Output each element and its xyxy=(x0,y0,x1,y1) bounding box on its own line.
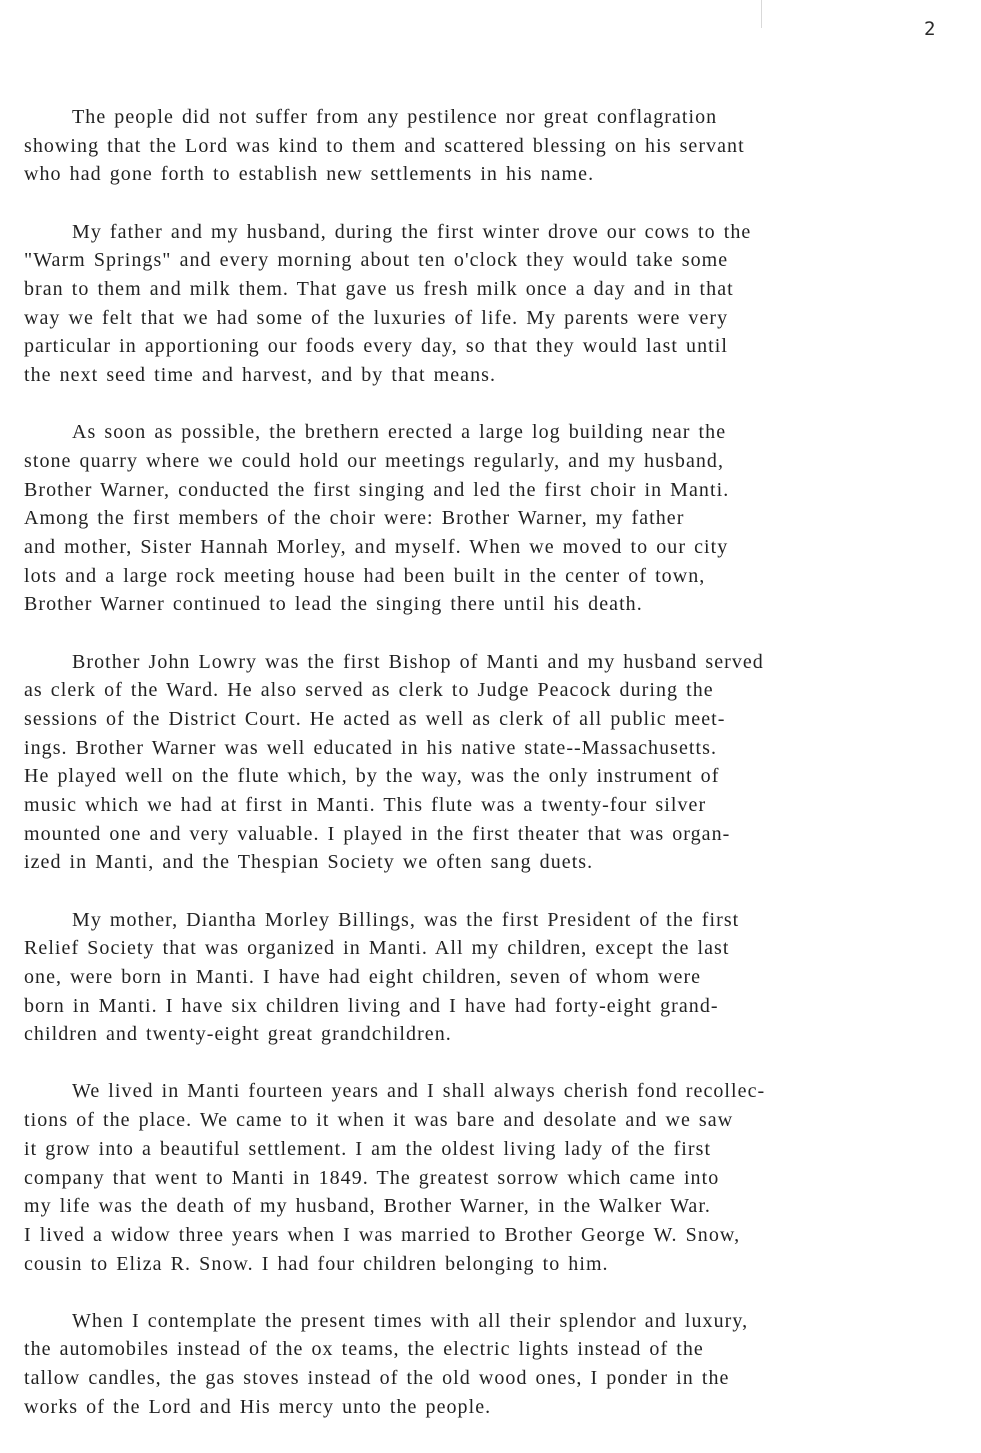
text-line: ized in Manti, and the Thespian Society we often sang duets. xyxy=(24,851,594,874)
text-line: My father and my husband, during the first winter drove our cows to the xyxy=(72,220,752,243)
text-line: sessions of the District Court. He acted as well as clerk of all public meet- xyxy=(24,707,726,730)
text-line: who had gone forth to establish new settlements in his name. xyxy=(24,163,595,186)
text-line: particular in apportioning our foods every day, so that they would last until xyxy=(24,335,728,358)
text-line: When I contemplate the present times with all their splendor and luxury, xyxy=(72,1309,749,1332)
text-line: one, were born in Manti. I have had eight children, seven of whom were xyxy=(24,965,702,988)
text-line: tallow candles, the gas stoves instead of the old wood ones, I ponder in the xyxy=(24,1367,730,1390)
text-line: my life was the death of my husband, Brother Warner, in the Walker War. xyxy=(24,1195,711,1218)
text-line: lots and a large rock meeting house had been built in the center of town, xyxy=(24,564,706,587)
text-line: "Warm Springs" and every morning about ten o'clock they would take some xyxy=(24,249,729,272)
text-line: We lived in Manti fourteen years and I shall always cherish fond recollec- xyxy=(72,1080,766,1103)
text-line: mounted one and very valuable. I played in the first theater that was organ- xyxy=(24,822,731,845)
text-line: born in Manti. I have six children living and I have had forty-eight grand- xyxy=(24,994,719,1017)
text-line: Brother John Lowry was the first Bishop of Manti and my husband served xyxy=(72,650,764,673)
text-line: cousin to Eliza R. Snow. I had four children belonging to him. xyxy=(24,1252,609,1275)
text-line: My mother, Diantha Morley Billings, was the first President of the first xyxy=(72,908,740,931)
text-line: and mother, Sister Hannah Morley, and myself. When we moved to our city xyxy=(24,535,729,558)
paragraph-4 xyxy=(24,648,981,878)
text-line: ings. Brother Warner was well educated in his native state--Massachusetts. xyxy=(24,736,717,759)
text-line: company that went to Manti in 1849. The greatest sorrow which came into xyxy=(24,1166,720,1189)
text-line: I lived a widow three years when I was married to Brother George W. Snow, xyxy=(24,1223,741,1246)
text-line: Among the first members of the choir were: Brother Warner, my father xyxy=(24,507,685,530)
text-line: bran to them and milk them. That gave us fresh milk once a day and in that xyxy=(24,277,734,300)
text-line: As soon as possible, the brethern erected a large log building near the xyxy=(72,421,727,444)
text-line: Relief Society that was organized in Manti. All my children, except the last xyxy=(24,937,730,960)
paragraph-3 xyxy=(24,418,981,619)
text-line: stone quarry where we could hold our meetings regularly, and my husband, xyxy=(24,449,725,472)
body-text xyxy=(24,103,981,1450)
text-line: Brother Warner, conducted the first singing and led the first choir in Manti. xyxy=(24,478,730,501)
text-line: music which we had at first in Manti. This flute was a twenty-four silver xyxy=(24,793,707,816)
text-line: it grow into a beautiful settlement. I am the oldest living lady of the first xyxy=(24,1137,712,1160)
paragraph-7 xyxy=(24,1307,981,1422)
text-line: the automobiles instead of the ox teams, the electric lights instead of the xyxy=(24,1338,704,1361)
text-line: The people did not suffer from any pestilence nor great conflagration xyxy=(72,106,718,128)
paragraph-5 xyxy=(24,906,981,1049)
paragraph-6 xyxy=(24,1077,981,1278)
text-line: He played well on the flute which, by the way, was the only instrument of xyxy=(24,765,720,788)
text-line: works of the Lord and His mercy unto the people. xyxy=(24,1395,492,1418)
text-line: way we felt that we had some of the luxuries of life. My parents were very xyxy=(24,306,729,329)
text-line: Brother Warner continued to lead the singing there until his death. xyxy=(24,593,643,616)
paragraph-2 xyxy=(24,218,981,390)
page-number: 2 xyxy=(924,18,936,40)
scan-mark xyxy=(761,0,762,28)
text-line: as clerk of the Ward. He also served as clerk to Judge Peacock during the xyxy=(24,679,714,702)
text-line: children and twenty-eight great grandchildren. xyxy=(24,1023,452,1046)
paragraph-1 xyxy=(24,103,981,189)
text-line: the next seed time and harvest, and by that means. xyxy=(24,364,497,386)
text-line: tions of the place. We came to it when it was bare and desolate and we saw xyxy=(24,1109,734,1132)
text-line: showing that the Lord was kind to them and scattered blessing on his servant xyxy=(24,134,745,157)
